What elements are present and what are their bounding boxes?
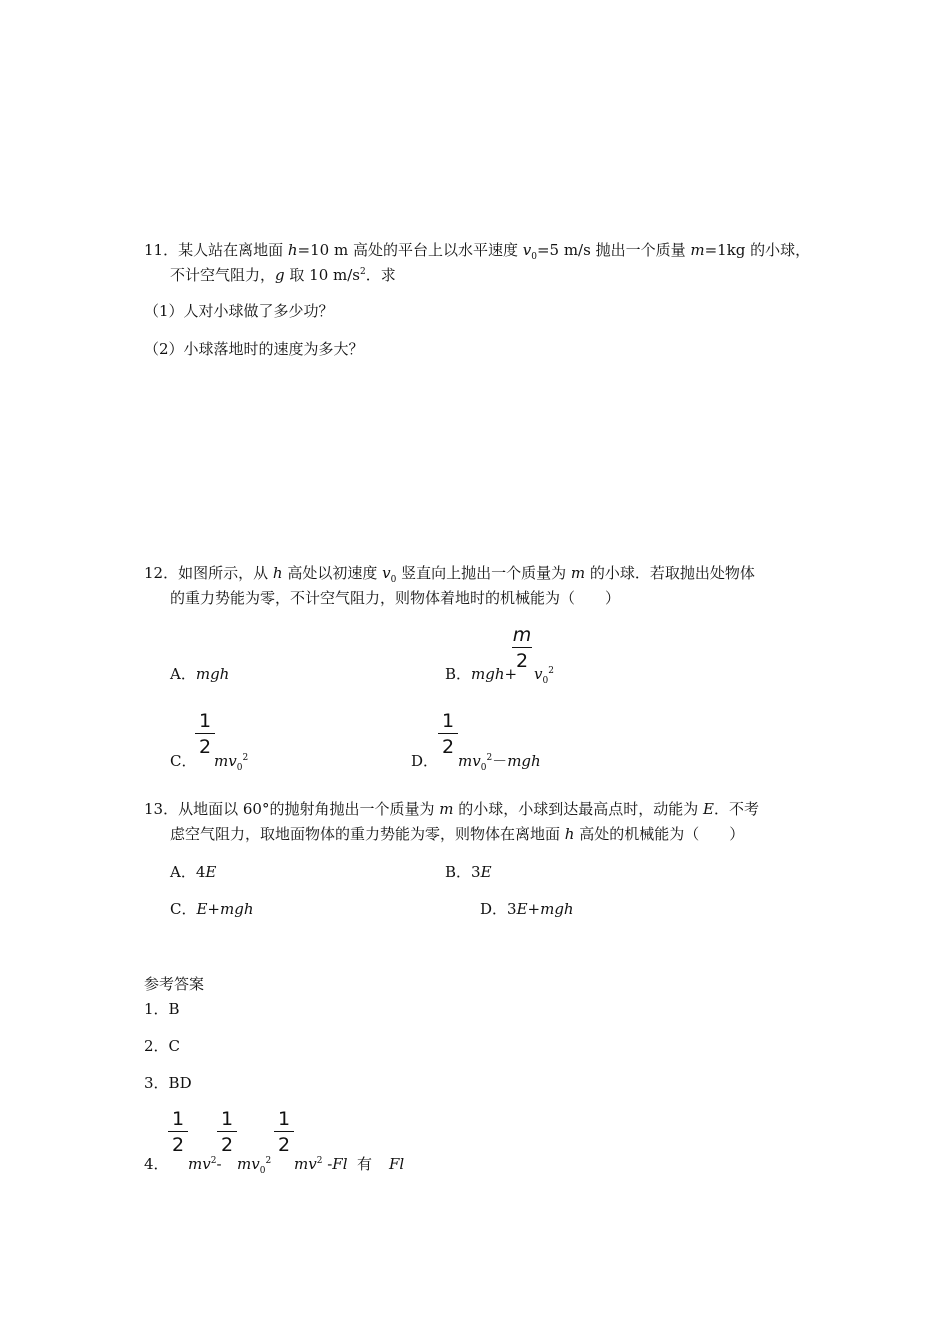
answer-4-fraction-2: 1 2 [217,1108,237,1156]
q12-option-b: B．mgh+ [445,665,518,683]
answer-4-term-1: $mv^2-$ [188,1155,222,1173]
answer-2: 2．C [144,1037,181,1055]
q12-option-d-fraction: 1 2 [438,710,458,758]
q12-option-d: $mv_0^2-mgh$ [458,752,541,773]
answer-4-label: 4． [144,1155,169,1173]
answer-4-term-2: $mv_0^2$ [237,1155,272,1176]
q13-option-d: D．3E+mgh [480,900,574,918]
answers-heading: 参考答案 [144,975,205,993]
q12-option-b-velocity: $v_0^2$ [534,665,554,686]
q13-option-c: C．E+mgh [170,900,254,918]
answer-4-you: 有 [357,1155,373,1173]
answer-4-fraction-1: 1 2 [168,1108,188,1156]
q12-option-a: A．mgh [170,665,230,683]
q12-option-c-label: C． [170,752,197,770]
q12-option-d-label: D． [411,752,439,770]
q12-option-c-fraction: 1 2 [195,710,215,758]
question-11-sub-2: （2）小球落地时的速度为多大？ [144,340,364,358]
answer-3: 3．BD [144,1074,192,1092]
question-11-line-2: 不计空气阻力，g 取 10 $m/s^2$．求 [170,266,396,284]
q12-option-b-fraction: m 2 [512,624,532,672]
question-number: 11． [144,241,179,259]
answer-4-term-3: $mv^2$ -Fl [294,1155,348,1173]
question-number: 13． [144,800,179,818]
question-11-line-1: 11．某人站在离地面 h=10 m 高处的平台上以水平速度 $v_0=5$ m/s 抛出一个质量 m=1kg 的小球， [144,241,811,262]
question-12-line-1: 12．如图所示，从 h 高处以初速度 $v_0$ 竖直向上抛出一个质量为 m 的小球．若取抛出处物体 [144,564,755,585]
question-number: 12． [144,564,179,582]
question-13-line-1: 13．从地面以 60°的抛射角抛出一个质量为 m 的小球，小球到达最高点时，动能为 E．不考 [144,800,759,818]
q13-option-a: A．4E [170,863,217,881]
question-11-sub-1: （1）人对小球做了多少功？ [144,302,334,320]
question-12-line-2: 的重力势能为零，不计空气阻力，则物体着地时的机械能为（ ） [170,589,621,607]
q13-option-b: B．3E [445,863,492,881]
question-13-line-2: 虑空气阻力，取地面物体的重力势能为零，则物体在离地面 h 高处的机械能为（ ） [170,825,745,843]
answer-4-fraction-3: 1 2 [274,1108,294,1156]
answer-1: 1．B [144,1000,180,1018]
answer-4-term-5: Fl [389,1155,405,1173]
q12-option-c: $mv_0^2$ [214,752,249,773]
